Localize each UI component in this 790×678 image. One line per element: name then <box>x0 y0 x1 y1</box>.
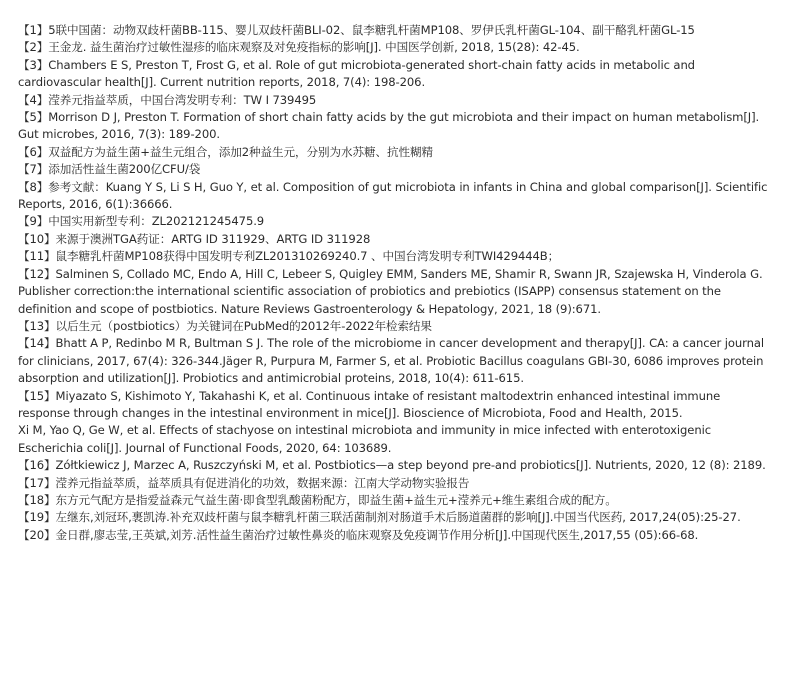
reference-item-16: 【16】Zółtkiewicz J, Marzec A, Ruszczyński M, et al. Postbiotics—a step beyond pre-and probiotics[J]. Nutrients, 2020, 12 (8): 2189. <box>18 458 766 473</box>
reference-item-14: 【14】Bhatt A P, Redinbo M R, Bultman S J. The role of the microbiome in cancer development and therapy[J]. CA: a cancer journal for clinicians, 2017, 67(4): 326-344.Jäger R, Purpura M, Farmer S, et al. Probiotic Bacillus coagulans GBI-30, 6086 improves protein absorption and utilization[J]. Probiotics and antimicrobial proteins, 2018, 10(4): 611-615. <box>18 336 764 386</box>
reference-item-2: 【2】王金龙. 益生菌治疗过敏性湿疹的临床观察及对免疫指标的影响[J]. 中国医学创新, 2018, 15(28): 42-45. <box>18 40 580 55</box>
reference-item-10: 【10】来源于澳洲TGA药证：ARTG ID 311929、ARTG ID 311928 <box>18 231 371 246</box>
reference-item-6: 【6】双益配方为益生菌+益生元组合，添加2种益生元，分别为水苏糖、抗性糊精 <box>18 144 433 159</box>
reference-item-5: 【5】Morrison D J, Preston T. Formation of short chain fatty acids by the gut microbiota and their impact on human metabolism[J]. Gut microbes, 2016, 7(3): 189-200. <box>18 110 760 142</box>
reference-item-15: 【15】Miyazato S, Kishimoto Y, Takahashi K, et al. Continuous intake of resistant maltodextrin enhanced intestinal immune response through changes in the intestinal environment in mice[J]. Bioscience of Microbiota, Food and Health, 2015. <box>18 388 721 420</box>
reference-item-8: 【8】参考文献：Kuang Y S, Li S H, Guo Y, et al. Composition of gut microbiota in infants in China and global comparison[J]. Scientific Reports, 2016, 6(1):36666. <box>18 179 768 212</box>
reference-item-17: 【17】滢养元指益萃质，益萃质具有促进消化的功效，数据来源：江南大学动物实验报告 <box>18 475 470 490</box>
reference-list <box>18 22 770 544</box>
reference-item-11: 【11】鼠李糖乳杆菌MP108获得中国发明专利ZL201310269240.7 、中国台湾发明专利TWI429444B； <box>18 249 560 264</box>
reference-item-12: 【12】Salminen S, Collado MC, Endo A, Hill C, Lebeer S, Quigley EMM, Sanders ME, Shamir R, Swann JR, Szajewska H, Vinderola G. Publisher correction:the international scientific association of probiotics and prebiotics (ISAPP) consensus statement on the definition and scope of postbiotics. Nature Reviews Gastroenterology & Hepatology, 2021, 18 (9):671. <box>18 266 763 316</box>
reference-item-20: 【20】金日群,廖志莹,王英斌,刘芳.活性益生菌治疗过敏性鼻炎的临床观察及免疫调节作用分析[J].中国现代医生,2017,55 (05):66-68. <box>18 527 699 542</box>
reference-item-9: 【9】中国实用新型专利：ZL202121245475.9 <box>18 214 265 229</box>
reference-item-1: 【1】5联中国菌：动物双歧杆菌BB-115、婴儿双歧杆菌BLI-02、鼠李糖乳杆菌MP108、罗伊氏乳杆菌GL-104、副干酪乳杆菌GL-15 <box>18 23 695 37</box>
reference-item-19: 【19】左继东,刘冠环,裹凯涛.补充双歧杆菌与鼠李糖乳杆菌三联活菌制剂对肠道手术后肠道菌群的影响[J].中国当代医药, 2017,24(05):25-27. <box>18 510 741 525</box>
reference-item-3: 【3】Chambers E S, Preston T, Frost G, et al. Role of gut microbiota-generated short-chain fatty acids in metabolic and cardiovascular health[J]. Current nutrition reports, 2018, 7(4): 198-206. <box>18 57 695 90</box>
reference-item-4: 【4】滢养元指益萃质，中国台湾发明专利：TW I 739495 <box>18 92 317 107</box>
reference-item-13: 【13】以后生元（postbiotics）为关键词在PubMed的2012年-2022年检索结果 <box>18 318 432 333</box>
reference-item-7: 【7】添加活性益生菌200亿CFU/袋 <box>18 162 201 177</box>
reference-item-18: 【18】东方元气配方是指爱益森元气益生菌·即食型乳酸菌粉配方，即益生菌+益生元+滢养元+维生素组合成的配方。 <box>18 492 617 507</box>
reference-item-15-continued: Xi M, Yao Q, Ge W, et al. Effects of stachyose on intestinal microbiota and immunity in mice infected with enterotoxigenic Escherichia coli[J]. Journal of Functional Foods, 2020, 64: 103689. <box>18 423 711 455</box>
